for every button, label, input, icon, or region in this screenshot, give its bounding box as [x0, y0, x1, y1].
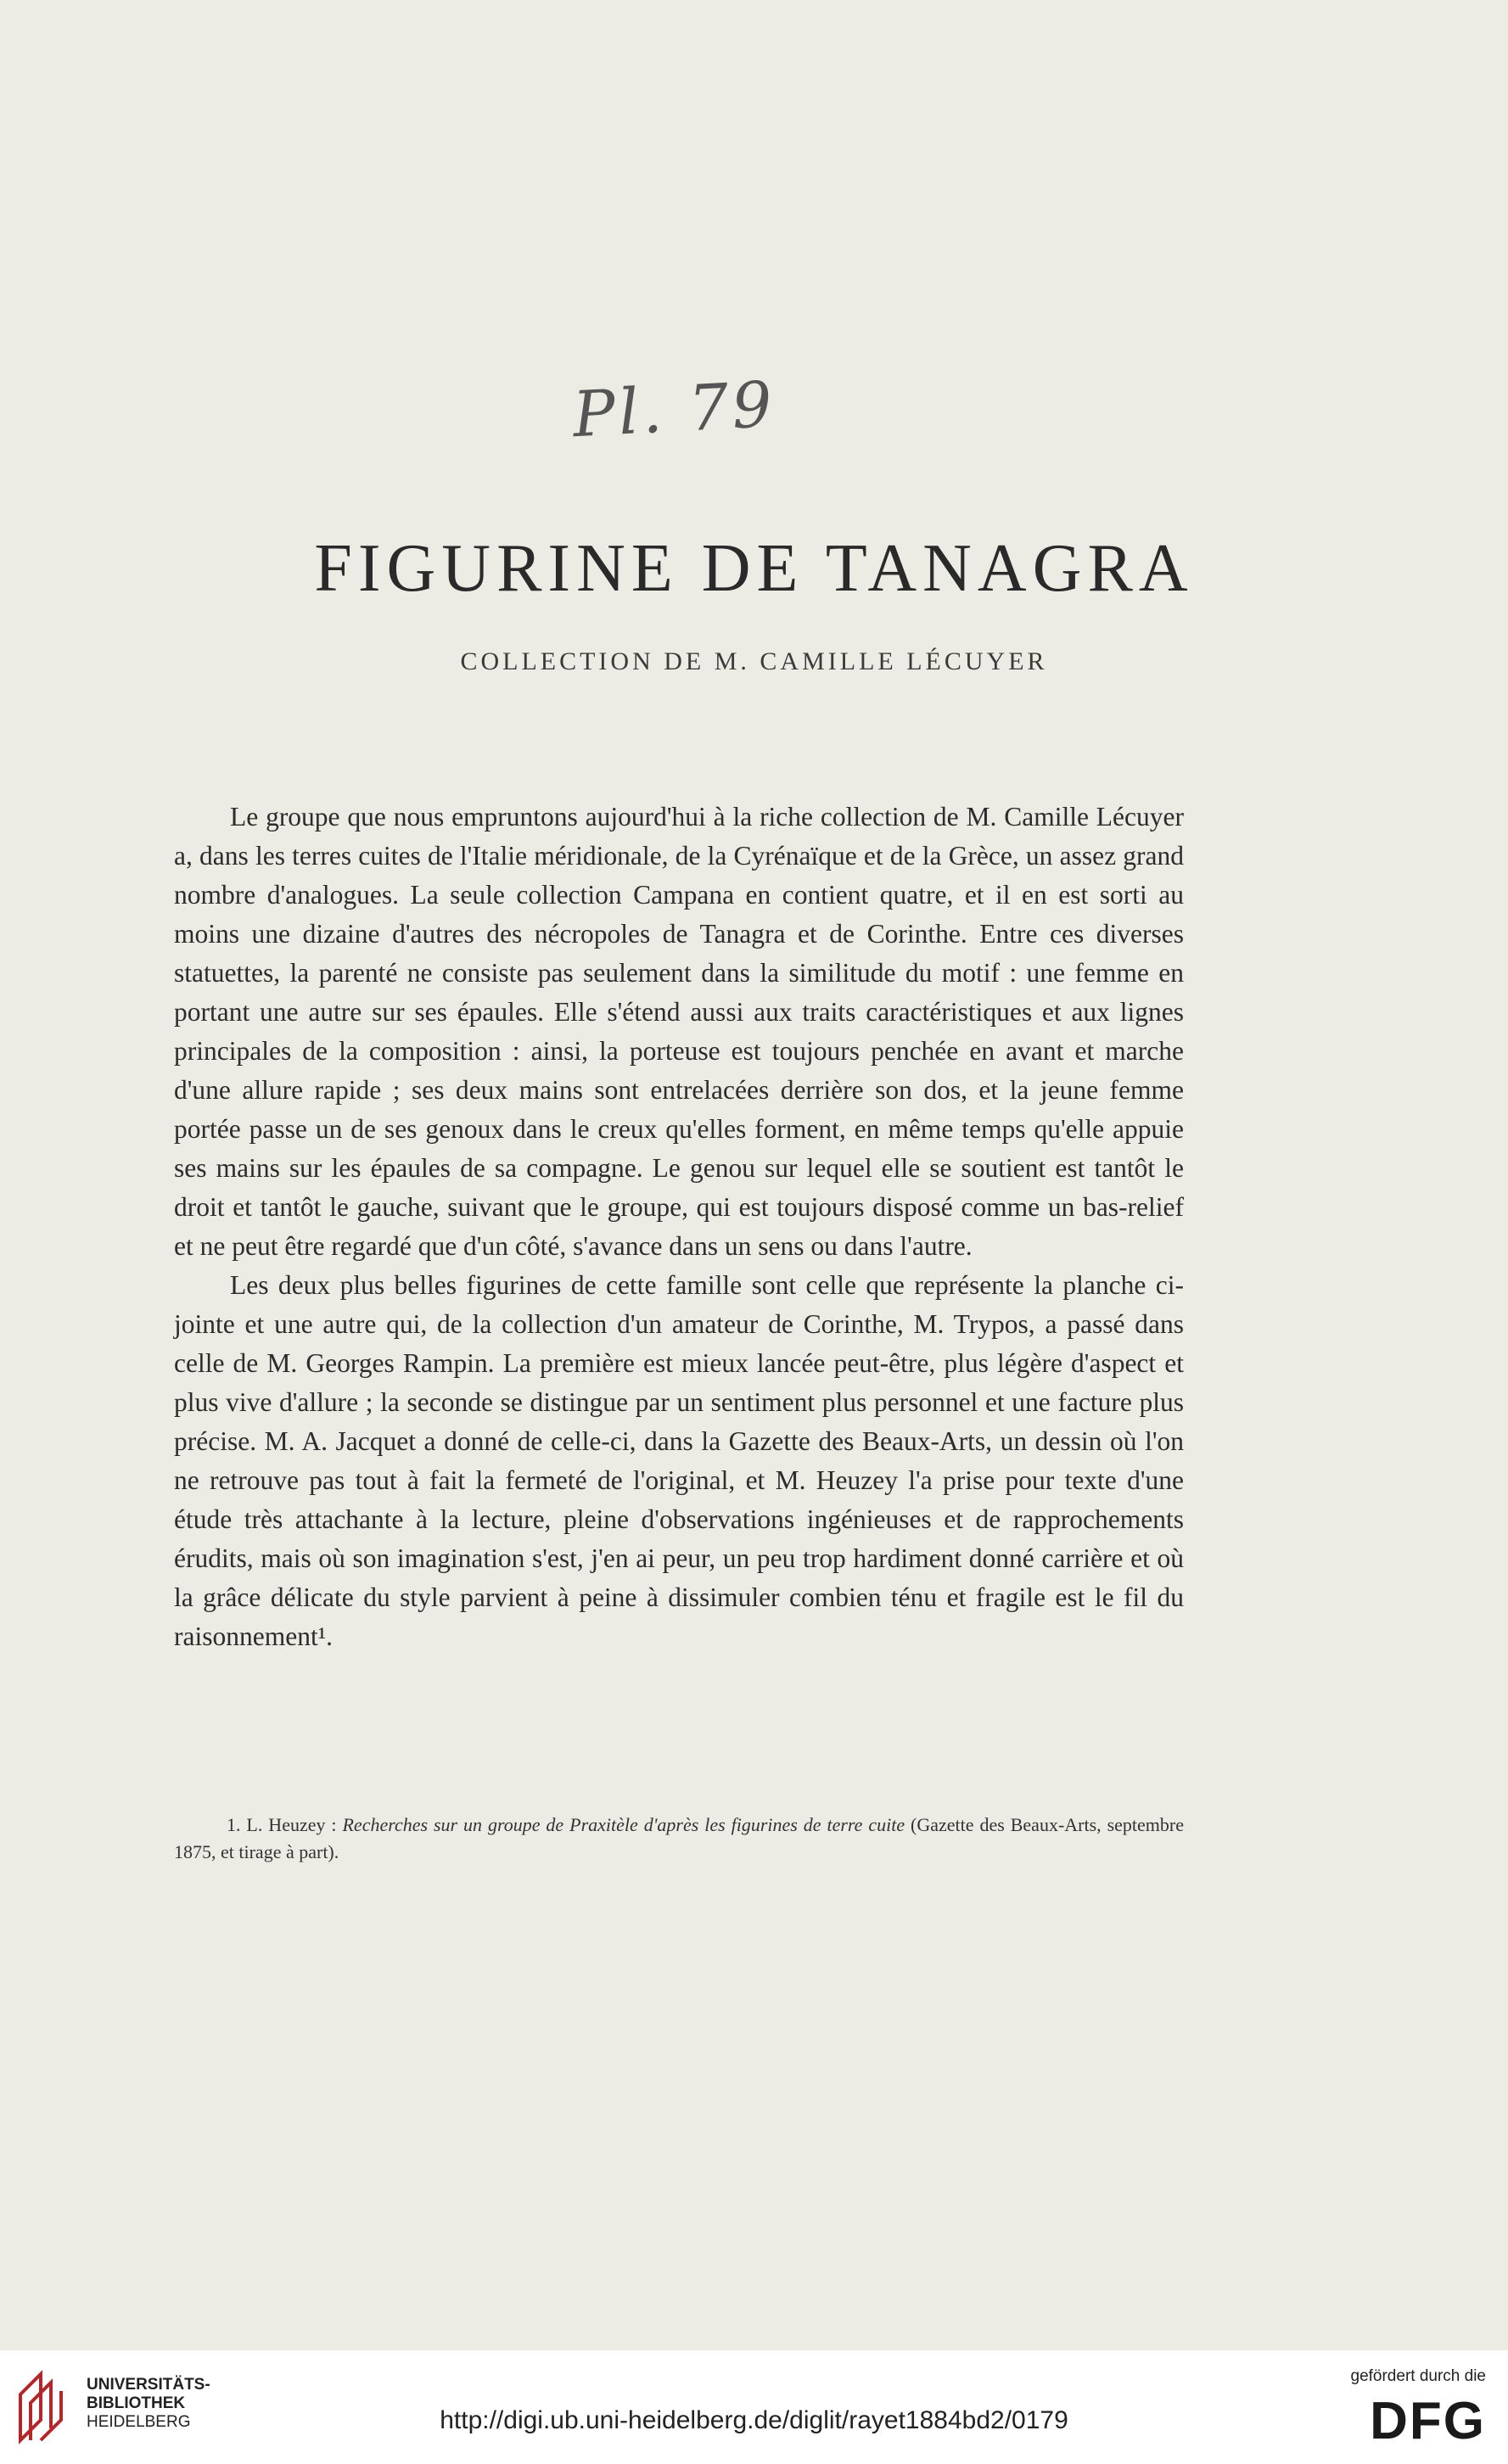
funding-note: gefördert durch die — [1350, 2367, 1486, 2385]
footnote-prefix: 1. L. Heuzey : — [227, 1814, 343, 1835]
handwritten-plate-note: Pl. 79 — [570, 367, 777, 452]
article-body — [174, 798, 1184, 1656]
article-subtitle: COLLECTION DE M. CAMILLE LÉCUYER — [460, 647, 1048, 675]
library-name-line-2: BIBLIOTHEK — [87, 2394, 186, 2412]
paragraph-2: Les deux plus belles figurines de cette famille sont celle que représente la planche ci-jointe et une autre qui, de la collection d'un amateur de Corinthe, M. Trypos, a passé dans celle de M. Georges Rampin. La première est mieux lancée peut-être, plus légère d'aspect et plus vive d'allure ; la seconde se distingue par un sentiment plus personnel et une facture plus précise. M. A. Jacquet a donné de celle-ci, dans la Gazette des Beaux-Arts, un dessin où l'on ne retrouve pas tout à fait la fermeté de l'original, et M. Heuzey l'a prise pour texte d'une étude très attachante à la lecture, pleine d'observations ingénieuses et de rapprochements érudits, mais où son imagination s'est, j'en ai peur, un peu trop hardiment donné carrière et où la grâce délicate du style parvient à peine à dissimuler combien ténu et fragile est le fil du raisonnement¹. — [174, 1270, 1184, 1651]
footnote-suffix: (Gazette des Beaux-Arts, septembre 1875, et tirage à part). — [174, 1814, 1184, 1862]
dfg-logo[interactable]: DFG — [1370, 2392, 1486, 2450]
permalink-url[interactable]: http://digi.ub.uni-heidelberg.de/diglit/rayet1884bd2/0179 — [440, 2406, 1068, 2434]
library-name-line-3: HEIDELBERG — [87, 2413, 191, 2431]
footnote — [174, 1812, 1184, 1866]
footnote-title: Recherches sur un groupe de Praxitèle d'après les figurines de terre cuite — [342, 1814, 905, 1835]
library-name-line-1: UNIVERSITÄTS- — [87, 2376, 210, 2394]
article-title: FIGURINE DE TANAGRA — [314, 531, 1194, 606]
paragraph-1: Le groupe que nous empruntons aujourd'hui à la riche collection de M. Camille Lécuyer a, dans les terres cuites de l'Italie méridionale, de la Cyrénaïque et de la Grèce, un assez grand nombre d'analogues. La seule collection Campana en contient quatre, et il en est sorti au moins une dizaine d'autres des nécropoles de Tanagra et de Corinthe. Entre ces diverses statuettes, la parenté ne consiste pas seulement dans la similitude du motif : une femme en portant une autre sur ses épaules. Elle s'étend aussi aux traits caractéristiques et aux lignes principales de la composition : ainsi, la porteuse est toujours penchée en avant et marche d'une allure rapide ; ses deux mains sont entrelacées derrière son dos, et la jeune femme portée passe un de ses genoux dans le creux qu'elles forment, en même temps qu'elle appuie ses mains sur les épaules de sa compagne. Le genou sur lequel elle se soutient est tantôt le droit et tantôt le gauche, suivant que le groupe, qui est toujours disposé comme un bas-relief et ne peut être regardé que d'un côté, s'avance dans un sens ou dans l'autre. — [174, 802, 1184, 1261]
